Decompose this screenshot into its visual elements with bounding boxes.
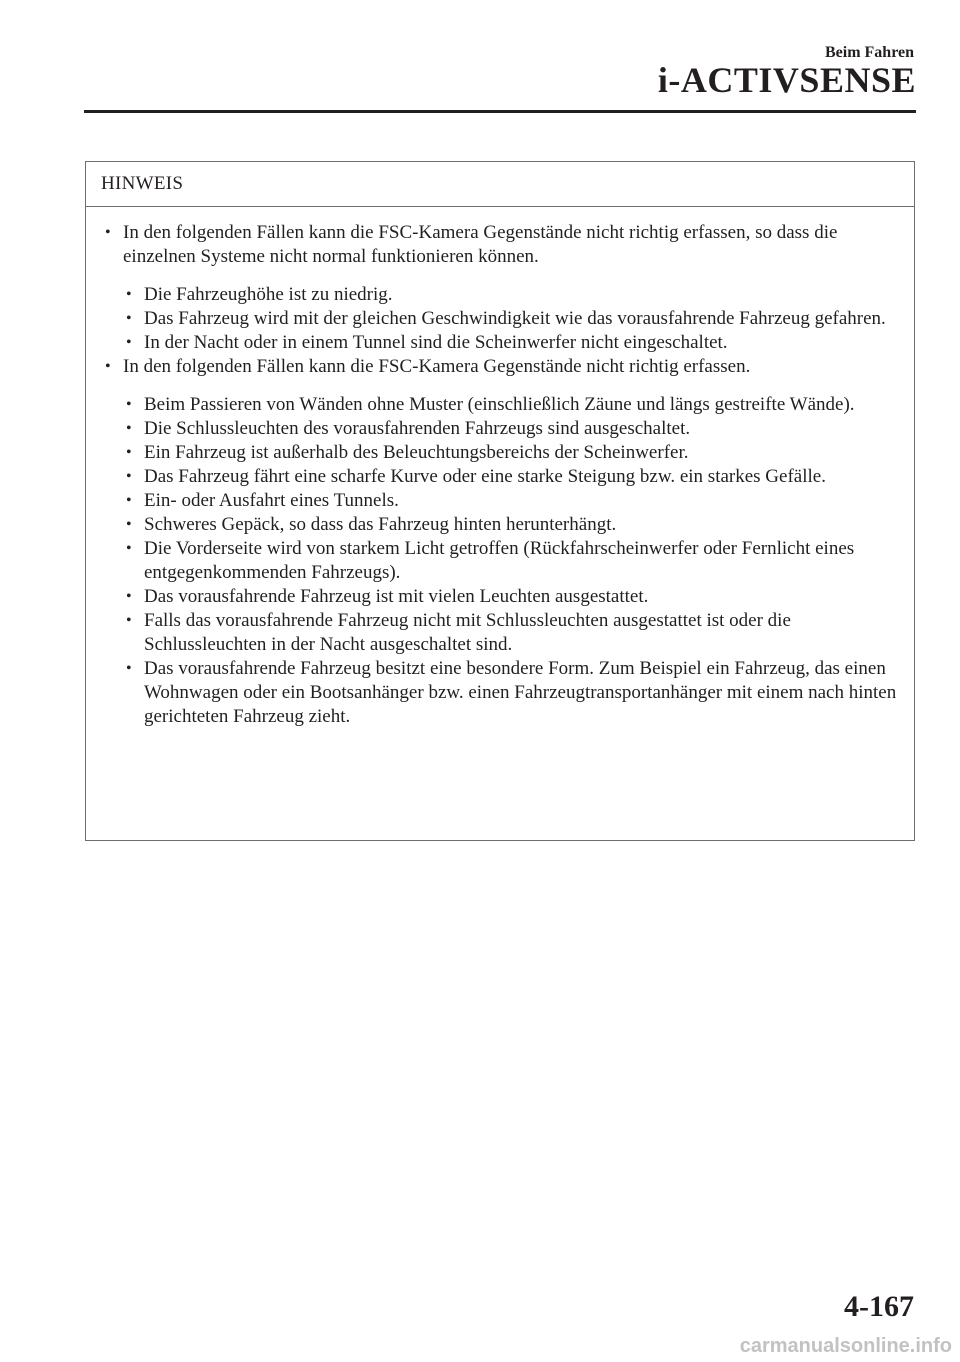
bullet-icon: •	[126, 468, 132, 485]
list-item	[86, 537, 914, 585]
list-item	[86, 307, 914, 331]
note-title: HINWEIS	[86, 162, 914, 207]
bullet-icon: •	[126, 660, 132, 677]
list-item-text: Ein- oder Ausfahrt eines Tunnels.	[144, 490, 399, 511]
note-box	[85, 161, 915, 841]
list-item	[86, 513, 914, 537]
list-item-text: Die Fahrzeughöhe ist zu niedrig.	[144, 284, 393, 305]
list-item	[86, 465, 914, 489]
list-item	[86, 417, 914, 441]
list-item-text: Schweres Gepäck, so dass das Fahrzeug hinten herunterhängt.	[144, 514, 617, 535]
list-item-text: Das vorausfahrende Fahrzeug besitzt eine besondere Form. Zum Beispiel ein Fahrzeug, das einen Wohnwagen oder ein Bootsanhänger bzw. einen Fahrzeugtransportanhänger mit einem nach hinten gerichteten Fahrzeug zieht.	[144, 658, 897, 727]
list-item-text: Das Fahrzeug fährt eine scharfe Kurve oder eine starke Steigung bzw. ein starkes Gefälle.	[144, 466, 826, 487]
header-divider	[84, 110, 916, 113]
list-item	[86, 355, 914, 379]
list-item-text: Falls das vorausfahrende Fahrzeug nicht mit Schlussleuchten ausgestattet ist oder die Schlussleuchten in der Nacht ausgeschaltet sind.	[144, 610, 791, 655]
bullet-icon: •	[126, 420, 132, 437]
bullet-icon: •	[126, 310, 132, 327]
bullet-icon: •	[126, 612, 132, 629]
list-item	[86, 585, 914, 609]
list-item	[86, 657, 914, 729]
bullet-icon: •	[105, 224, 111, 241]
bullet-icon: •	[126, 588, 132, 605]
list-item-text: In den folgenden Fällen kann die FSC-Kamera Gegenstände nicht richtig erfassen, so dass die einzelnen Systeme nicht normal funktionieren können.	[123, 222, 838, 267]
list-item	[86, 609, 914, 657]
bullet-icon: •	[126, 334, 132, 351]
list-item	[86, 489, 914, 513]
bullet-icon: •	[126, 492, 132, 509]
bullet-icon: •	[126, 444, 132, 461]
list-item	[86, 441, 914, 465]
list-item-text: Das vorausfahrende Fahrzeug ist mit vielen Leuchten ausgestattet.	[144, 586, 649, 607]
list-item	[86, 283, 914, 307]
bullet-icon: •	[105, 358, 111, 375]
section-heading: Beim Fahren	[824, 44, 914, 61]
page-number: 4-167	[844, 1290, 914, 1323]
list-item-text: Ein Fahrzeug ist außerhalb des Beleuchtungsbereichs der Scheinwerfer.	[144, 442, 689, 463]
bullet-icon: •	[126, 516, 132, 533]
list-item-text: In der Nacht oder in einem Tunnel sind die Scheinwerfer nicht eingeschaltet.	[144, 332, 728, 353]
list-item	[86, 221, 914, 269]
list-item-text: Das Fahrzeug wird mit der gleichen Geschwindigkeit wie das vorausfahrende Fahrzeug gefahren.	[144, 308, 886, 329]
list-item	[86, 331, 914, 355]
list-item-text: Die Schlussleuchten des vorausfahrenden Fahrzeugs sind ausgeschaltet.	[144, 418, 691, 439]
list-item	[86, 393, 914, 417]
bullet-icon: •	[126, 540, 132, 557]
bullet-icon: •	[126, 396, 132, 413]
note-body	[86, 207, 914, 729]
watermark: carmanualsonline.info	[739, 1335, 952, 1357]
bullet-icon: •	[126, 286, 132, 303]
list-item-text: In den folgenden Fällen kann die FSC-Kamera Gegenstände nicht richtig erfassen.	[123, 356, 751, 377]
list-item-text: Die Vorderseite wird von starkem Licht getroffen (Rückfahrscheinwerfer oder Fernlicht eines entgegenkommenden Fahrzeugs).	[144, 538, 855, 583]
list-item-text: Beim Passieren von Wänden ohne Muster (einschließlich Zäune und längs gestreifte Wände).	[144, 394, 855, 415]
page-title: i-ACTIVSENSE	[657, 60, 916, 100]
